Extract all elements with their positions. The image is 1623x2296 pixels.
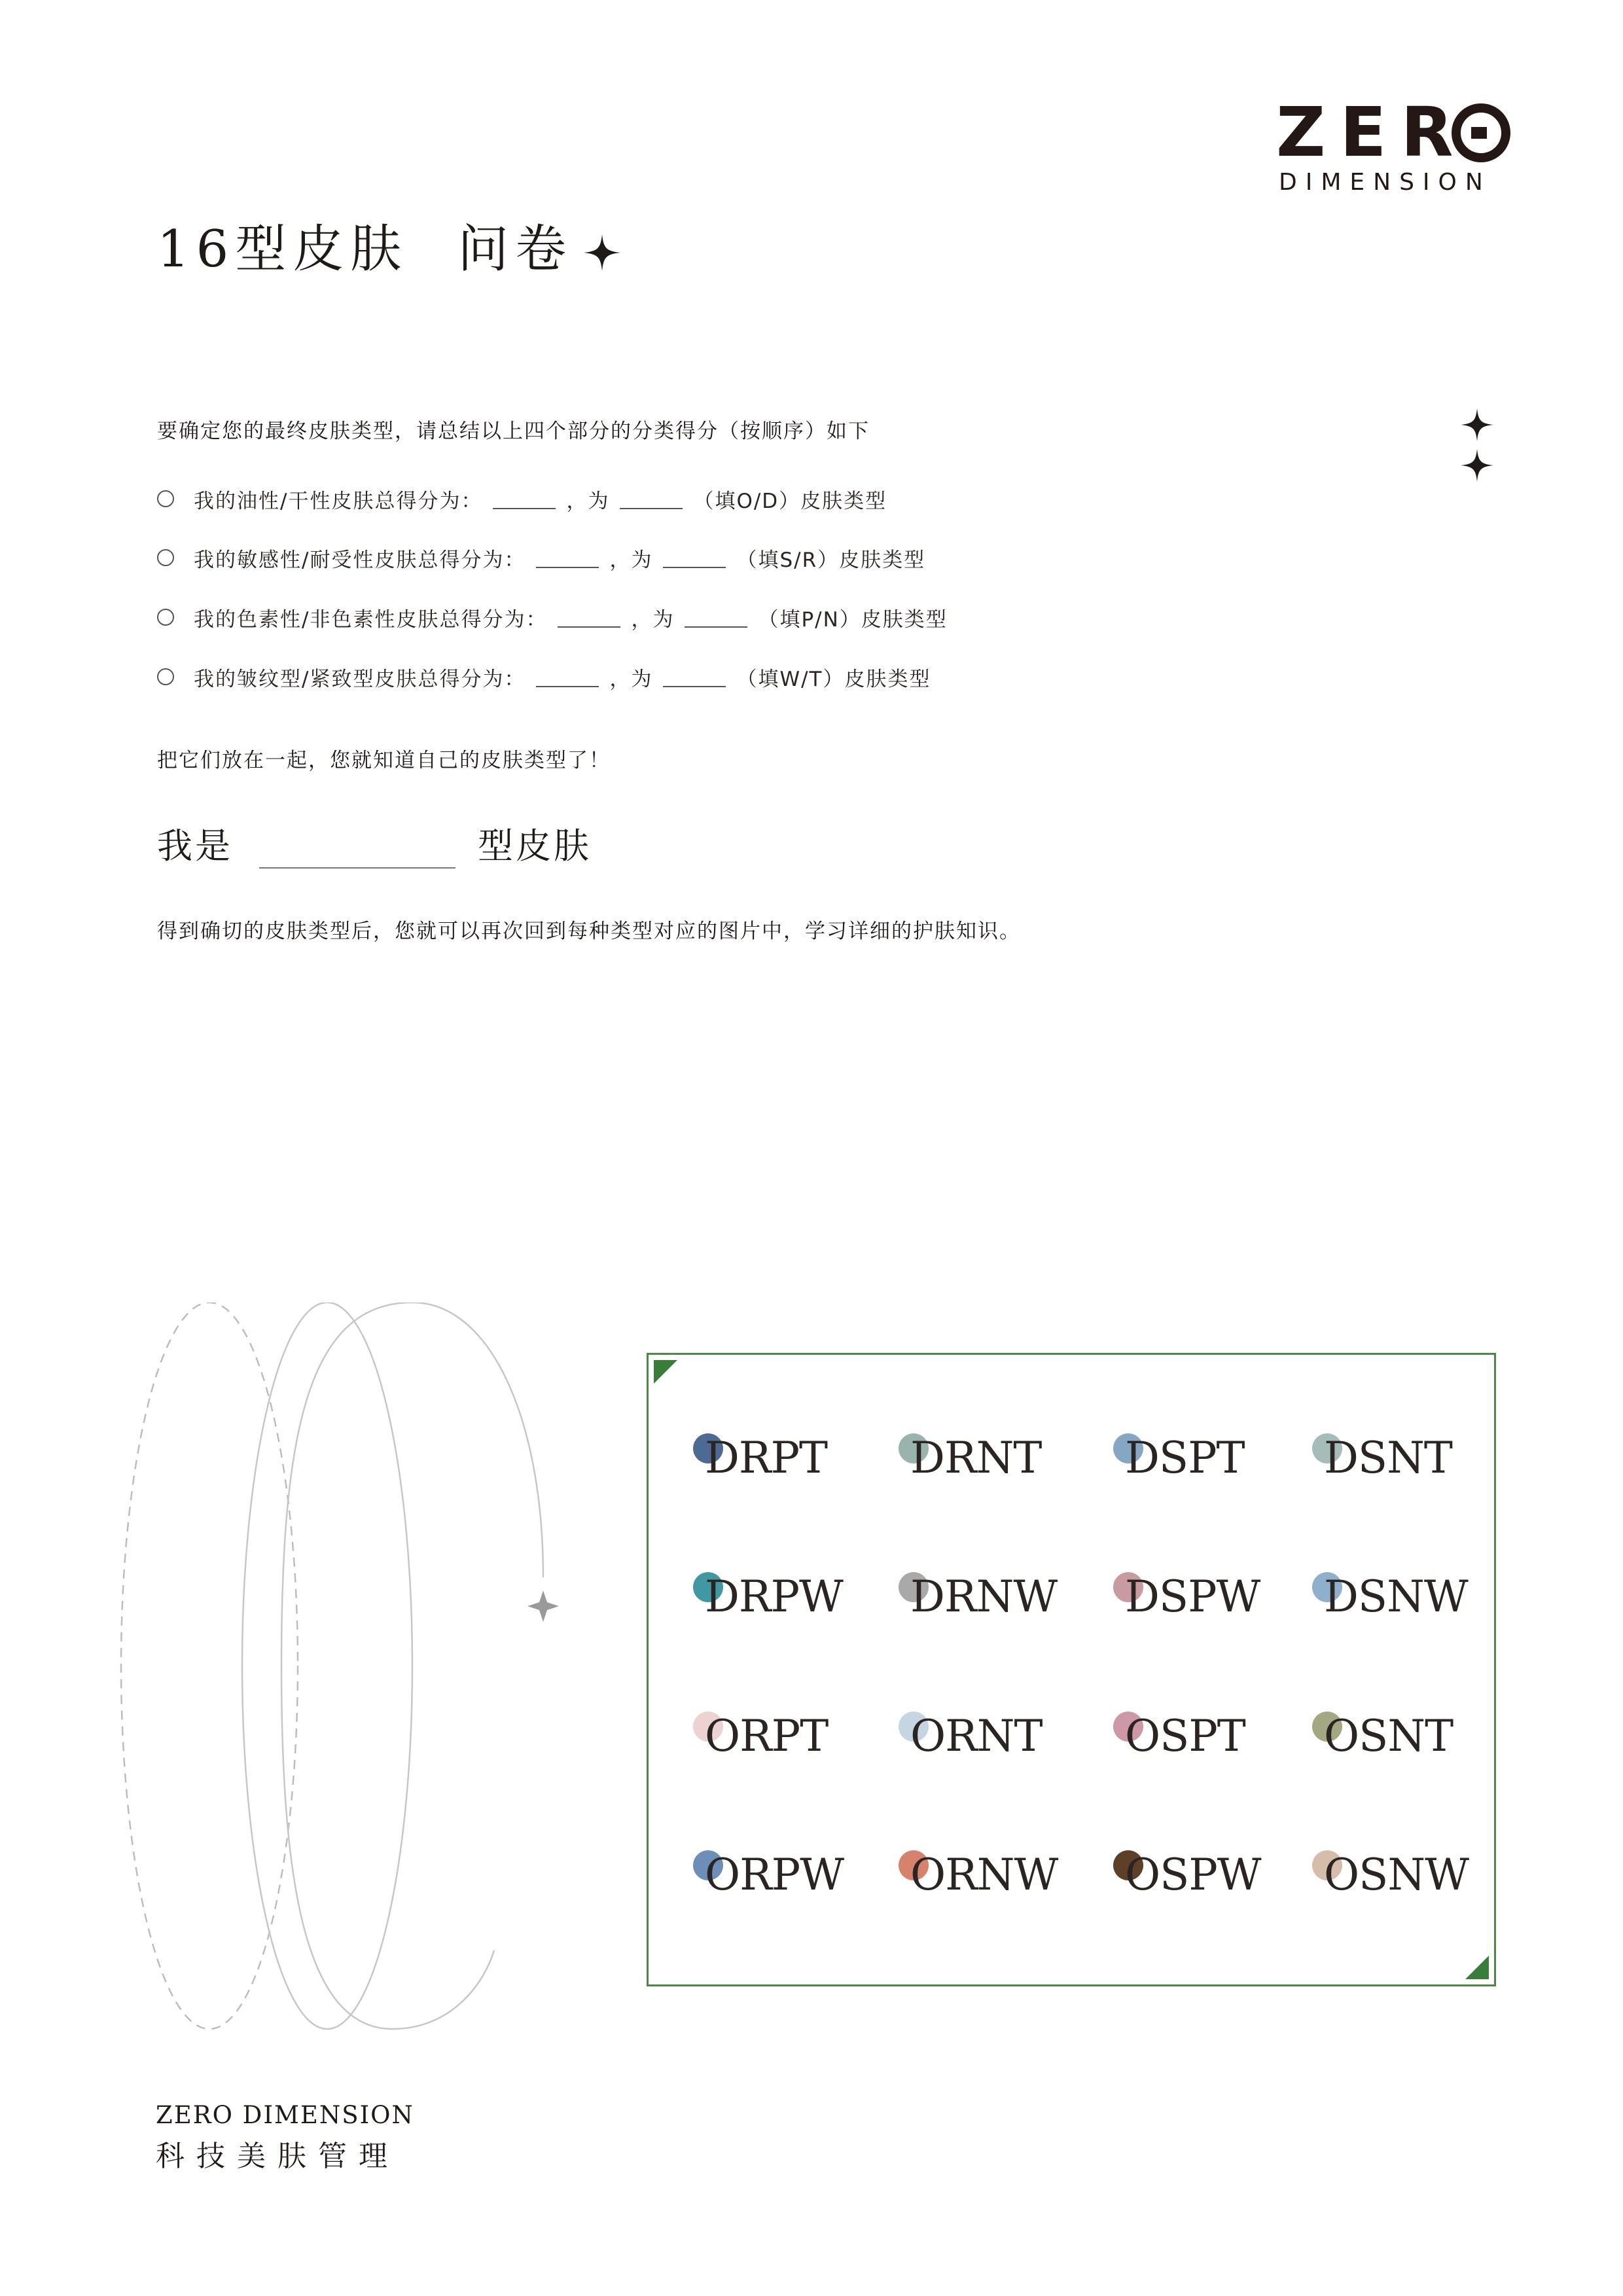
score-blank[interactable] xyxy=(493,488,556,509)
title-sub: 问卷 xyxy=(457,220,573,279)
skin-type-item xyxy=(1312,1572,1508,1651)
orbit-ring xyxy=(242,1302,412,2029)
skin-type-item xyxy=(1113,1433,1310,1512)
skin-type-label: OSNW xyxy=(1324,1850,1469,1900)
dashed-orbit xyxy=(121,1302,298,2029)
radio-button[interactable] xyxy=(157,668,174,685)
intro-text: 要确定您的最终皮肤类型，请总结以上四个部分的分类得分（按顺序）如下 xyxy=(157,420,870,443)
skin-type-label: DSNW xyxy=(1324,1571,1468,1622)
orbit-arc xyxy=(281,1666,494,2029)
question-mid: ，为 xyxy=(566,489,610,513)
type-blank[interactable] xyxy=(620,488,683,509)
skin-type-item xyxy=(693,1572,889,1651)
after-text: 得到确切的皮肤类型后，您就可以再次回到每种类型对应的图片中，学习详细的护肤知识。 xyxy=(157,920,1021,943)
score-blank[interactable] xyxy=(558,607,620,628)
skin-type-label: OSPT xyxy=(1125,1711,1245,1761)
skin-type-label: OSNT xyxy=(1324,1711,1454,1761)
skin-type-item xyxy=(1113,1572,1310,1651)
question-suffix: （填W/T）皮肤类型 xyxy=(736,667,931,691)
skin-type-item xyxy=(1113,1850,1310,1929)
type-blank[interactable] xyxy=(663,547,726,568)
skin-type-item xyxy=(1312,1850,1508,1929)
type-blank[interactable] xyxy=(685,607,747,628)
skin-type-blank[interactable] xyxy=(259,834,455,869)
question-suffix: （填O/D）皮肤类型 xyxy=(693,489,887,513)
sparkle-icon xyxy=(527,1590,559,1622)
iam-prefix: 我是 xyxy=(157,825,233,867)
question-row xyxy=(157,603,948,632)
skin-type-item xyxy=(899,1712,1095,1790)
sparkle-icon xyxy=(584,234,620,271)
skin-type-label: ORNT xyxy=(910,1711,1043,1761)
summary-text: 把它们放在一起，您就知道自己的皮肤类型了！ xyxy=(157,749,611,772)
type-blank[interactable] xyxy=(663,666,726,687)
orbit-arc xyxy=(281,1302,543,1666)
orbit-decoration xyxy=(85,1302,582,2055)
question-mid: ，为 xyxy=(609,548,653,572)
skin-type-item xyxy=(1312,1433,1508,1512)
page-title xyxy=(157,208,573,281)
score-blank[interactable] xyxy=(536,666,599,687)
brand-logo xyxy=(1276,92,1512,203)
skin-type-item xyxy=(899,1572,1095,1651)
skin-type-label: DSNT xyxy=(1324,1433,1452,1483)
logo-subtitle: DIMENSION xyxy=(1279,169,1491,196)
skin-type-item xyxy=(693,1712,889,1790)
title-main: 16型皮肤 xyxy=(157,220,408,279)
question-mid: ，为 xyxy=(609,667,653,691)
score-blank[interactable] xyxy=(536,547,599,568)
skin-type-label: DSPW xyxy=(1125,1571,1260,1622)
skin-type-label: DRNT xyxy=(910,1433,1042,1483)
question-mid: ，为 xyxy=(631,607,675,632)
corner-triangle-icon xyxy=(654,1360,677,1384)
logo-o-icon xyxy=(1452,103,1510,162)
question-suffix: （填S/R）皮肤类型 xyxy=(736,548,926,572)
question-prefix: 我的敏感性/耐受性皮肤总得分为： xyxy=(194,548,526,572)
skin-type-item xyxy=(899,1433,1095,1512)
radio-button[interactable] xyxy=(157,609,174,626)
radio-button[interactable] xyxy=(157,549,174,566)
question-row xyxy=(157,543,925,572)
skin-type-item xyxy=(899,1850,1095,1929)
sparkle-icon xyxy=(1461,408,1493,441)
skin-types-panel xyxy=(647,1353,1496,1986)
sparkle-icon xyxy=(1461,449,1493,482)
skin-type-item xyxy=(693,1433,889,1512)
skin-type-label: DRPT xyxy=(705,1433,828,1483)
skin-type-label: ORPW xyxy=(705,1850,844,1900)
corner-triangle-icon xyxy=(1465,1956,1489,1979)
skin-type-item xyxy=(1113,1712,1310,1790)
skin-type-item xyxy=(693,1850,889,1929)
logo-wordmark: ZER xyxy=(1276,92,1468,172)
iam-suffix: 型皮肤 xyxy=(478,825,592,867)
skin-type-label: DRPW xyxy=(705,1571,843,1622)
skin-type-label: DSPT xyxy=(1125,1433,1245,1483)
question-row xyxy=(157,484,887,513)
skin-type-item xyxy=(1312,1712,1508,1790)
question-row xyxy=(157,662,931,691)
skin-type-label: DRNW xyxy=(910,1571,1058,1622)
footer-tagline: 科技美肤管理 xyxy=(156,2140,399,2173)
question-prefix: 我的色素性/非色素性皮肤总得分为： xyxy=(194,607,548,632)
skin-type-line xyxy=(157,818,592,869)
skin-type-label: OSPW xyxy=(1125,1850,1261,1900)
question-prefix: 我的皱纹型/紧致型皮肤总得分为： xyxy=(194,667,526,691)
footer-brand: ZERO DIMENSION xyxy=(156,2101,414,2129)
question-prefix: 我的油性/干性皮肤总得分为： xyxy=(194,489,483,513)
question-suffix: （填P/N）皮肤类型 xyxy=(758,607,948,632)
skin-type-label: ORPT xyxy=(705,1711,829,1761)
radio-button[interactable] xyxy=(157,490,174,507)
skin-type-label: ORNW xyxy=(910,1850,1058,1900)
